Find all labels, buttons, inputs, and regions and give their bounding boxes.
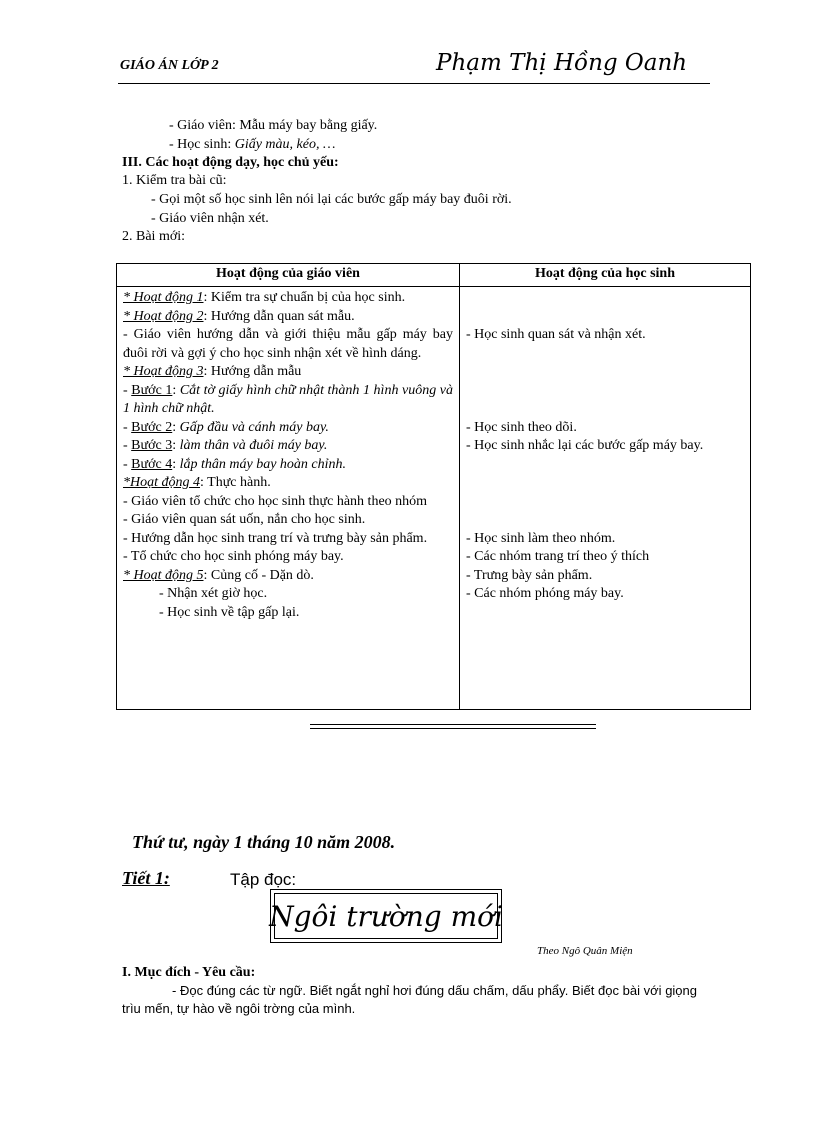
activity-1-text: : Kiểm tra sự chuẩn bị của học sinh. bbox=[203, 290, 406, 305]
student-activity-1: - Học sinh quan sát và nhận xét. bbox=[466, 327, 646, 342]
student-activity-5: - Các nhóm trang trí theo ý thích bbox=[466, 549, 650, 564]
lesson-title-box bbox=[270, 889, 502, 943]
spacer bbox=[466, 493, 744, 512]
section3-item1-a: - Gọi một số học sinh lên nói lại các bước gấp máy bay đuôi rời. bbox=[151, 192, 512, 207]
activity-2-text: : Hướng dẫn quan sát mẫu. bbox=[203, 308, 355, 324]
spacer bbox=[466, 456, 744, 475]
spacer bbox=[466, 363, 744, 382]
activity-1-label: * Hoạt động 1 bbox=[123, 290, 204, 305]
header-class-label: GIÁO ÁN LỚP 2 bbox=[120, 58, 219, 73]
section-divider bbox=[310, 724, 596, 729]
prep-student-label: - Học sinh: bbox=[169, 137, 232, 152]
step-4-label: Bước 4 bbox=[131, 456, 173, 472]
activity-3 bbox=[123, 363, 453, 382]
spacer bbox=[466, 400, 744, 419]
objectives-heading: I. Mục đích - Yêu cầu: bbox=[122, 965, 256, 980]
objectives-text: - Đọc đúng các từ ngữ. Biết ngắt nghỉ hơi đúng dấu chấm, dấu phẩy. Biết đọc bài với giọng trìu mến, tự hào về ngôi trờng của mình. bbox=[122, 983, 697, 1016]
student-activity-4: - Học sinh làm theo nhóm. bbox=[466, 530, 616, 546]
activity-2 bbox=[123, 308, 453, 327]
step-3-text: làm thân và đuôi máy bay. bbox=[179, 438, 328, 453]
activity-2-label: * Hoạt động 2 bbox=[123, 308, 204, 324]
activity-4-b: - Giáo viên quan sát uốn, nắn cho học sinh. bbox=[123, 512, 366, 527]
prep-teacher-value: Mẫu máy bay bằng giấy. bbox=[239, 118, 378, 133]
spacer bbox=[466, 308, 744, 327]
step-1-label: Bước 1 bbox=[131, 382, 173, 398]
student-activities-cell bbox=[460, 287, 751, 710]
table-row bbox=[117, 287, 751, 710]
lesson-author: Theo Ngô Quân Miện bbox=[537, 945, 633, 957]
step-1: - Bước 1: Cắt tờ giấy hình chữ nhật thành 1 hình vuông và 1 hình chữ nhật. bbox=[123, 382, 454, 416]
activity-5-label: * Hoạt động 5 bbox=[123, 567, 204, 583]
activity-5 bbox=[123, 567, 453, 586]
student-activity-2: - Học sinh theo dõi. bbox=[466, 419, 577, 435]
step-2-text: Gấp đầu và cánh máy bay. bbox=[179, 419, 329, 435]
activity-4-label: *Hoạt động 4 bbox=[123, 475, 200, 490]
section3-item1-b: - Giáo viên nhận xét. bbox=[151, 211, 269, 226]
activity-5-a: - Nhận xét giờ học. bbox=[159, 586, 268, 601]
lesson-date: Thứ tư, ngày 1 tháng 10 năm 2008. bbox=[132, 832, 396, 852]
step-4: - Bước 4: lắp thân máy bay hoàn chỉnh. bbox=[123, 456, 347, 472]
step-1-text: Cắt tờ giấy hình chữ nhật thành 1 hình vuông và 1 hình chữ nhật. bbox=[123, 382, 454, 416]
header-teacher-activities: Hoạt động của giáo viên bbox=[117, 264, 460, 287]
spacer bbox=[466, 345, 744, 364]
section3-item2: 2. Bài mới: bbox=[122, 229, 186, 244]
step-2: - Bước 2: Gấp đầu và cánh máy bay. bbox=[123, 419, 329, 435]
student-activity-3: - Học sinh nhắc lại các bước gấp máy bay. bbox=[466, 438, 704, 453]
header-divider bbox=[118, 83, 710, 84]
lesson-period: Tiết 1: bbox=[122, 868, 170, 888]
table-header-row bbox=[117, 264, 751, 287]
spacer bbox=[466, 474, 744, 493]
student-activity-7: - Các nhóm phóng máy bay. bbox=[466, 586, 624, 601]
activity-4-text: : Thực hành. bbox=[200, 475, 271, 490]
prep-teacher-label: - Giáo viên: bbox=[169, 118, 236, 133]
prep-student bbox=[169, 137, 335, 153]
activity-5-text: : Củng cố - Dặn dò. bbox=[203, 567, 314, 583]
activity-4-a: - Giáo viên tổ chức cho học sinh thực hành theo nhóm bbox=[123, 493, 428, 509]
section3-heading: III. Các hoạt động dạy, học chủ yếu: bbox=[122, 155, 339, 170]
lesson-title: Ngôi trường mới bbox=[274, 893, 498, 939]
activity-3-text: : Hướng dẫn mẫu bbox=[203, 364, 302, 379]
activity-2-desc: - Giáo viên hướng dẫn và giới thiệu mẫu gấp máy bay đuôi rời và gợi ý cho học sinh nhận xét về hình dáng. bbox=[123, 327, 453, 361]
section3-item1: 1. Kiểm tra bài cũ: bbox=[122, 173, 227, 188]
activity-4 bbox=[123, 474, 453, 493]
step-3-label: Bước 3 bbox=[131, 438, 173, 453]
activity-1 bbox=[123, 289, 453, 308]
activity-4-c: - Hướng dẫn học sinh trang trí và trưng bày sản phẩm. bbox=[123, 530, 428, 546]
header-teacher-name: Phạm Thị Hồng Oanh bbox=[436, 50, 688, 76]
spacer bbox=[466, 382, 744, 401]
activity-4-d: - Tổ chức cho học sinh phóng máy bay. bbox=[123, 549, 344, 564]
activity-3-label: * Hoạt động 3 bbox=[123, 364, 204, 379]
step-3: - Bước 3: làm thân và đuôi máy bay. bbox=[123, 438, 328, 453]
step-2-label: Bước 2 bbox=[131, 419, 173, 435]
step-4-text: lắp thân máy bay hoàn chỉnh. bbox=[179, 456, 347, 472]
lesson-subject: Tập đọc: bbox=[230, 870, 297, 889]
spacer bbox=[466, 289, 744, 308]
activity-5-b: - Học sinh về tập gấp lại. bbox=[159, 604, 300, 620]
header-student-activities: Hoạt động của học sinh bbox=[460, 264, 751, 287]
student-activity-6: - Trưng bày sản phẩm. bbox=[466, 567, 593, 583]
activities-table bbox=[116, 263, 751, 710]
prep-student-value: Giấy màu, kéo, … bbox=[234, 137, 336, 152]
spacer bbox=[466, 511, 744, 530]
prep-teacher bbox=[169, 118, 377, 134]
teacher-activities-cell bbox=[117, 287, 460, 710]
